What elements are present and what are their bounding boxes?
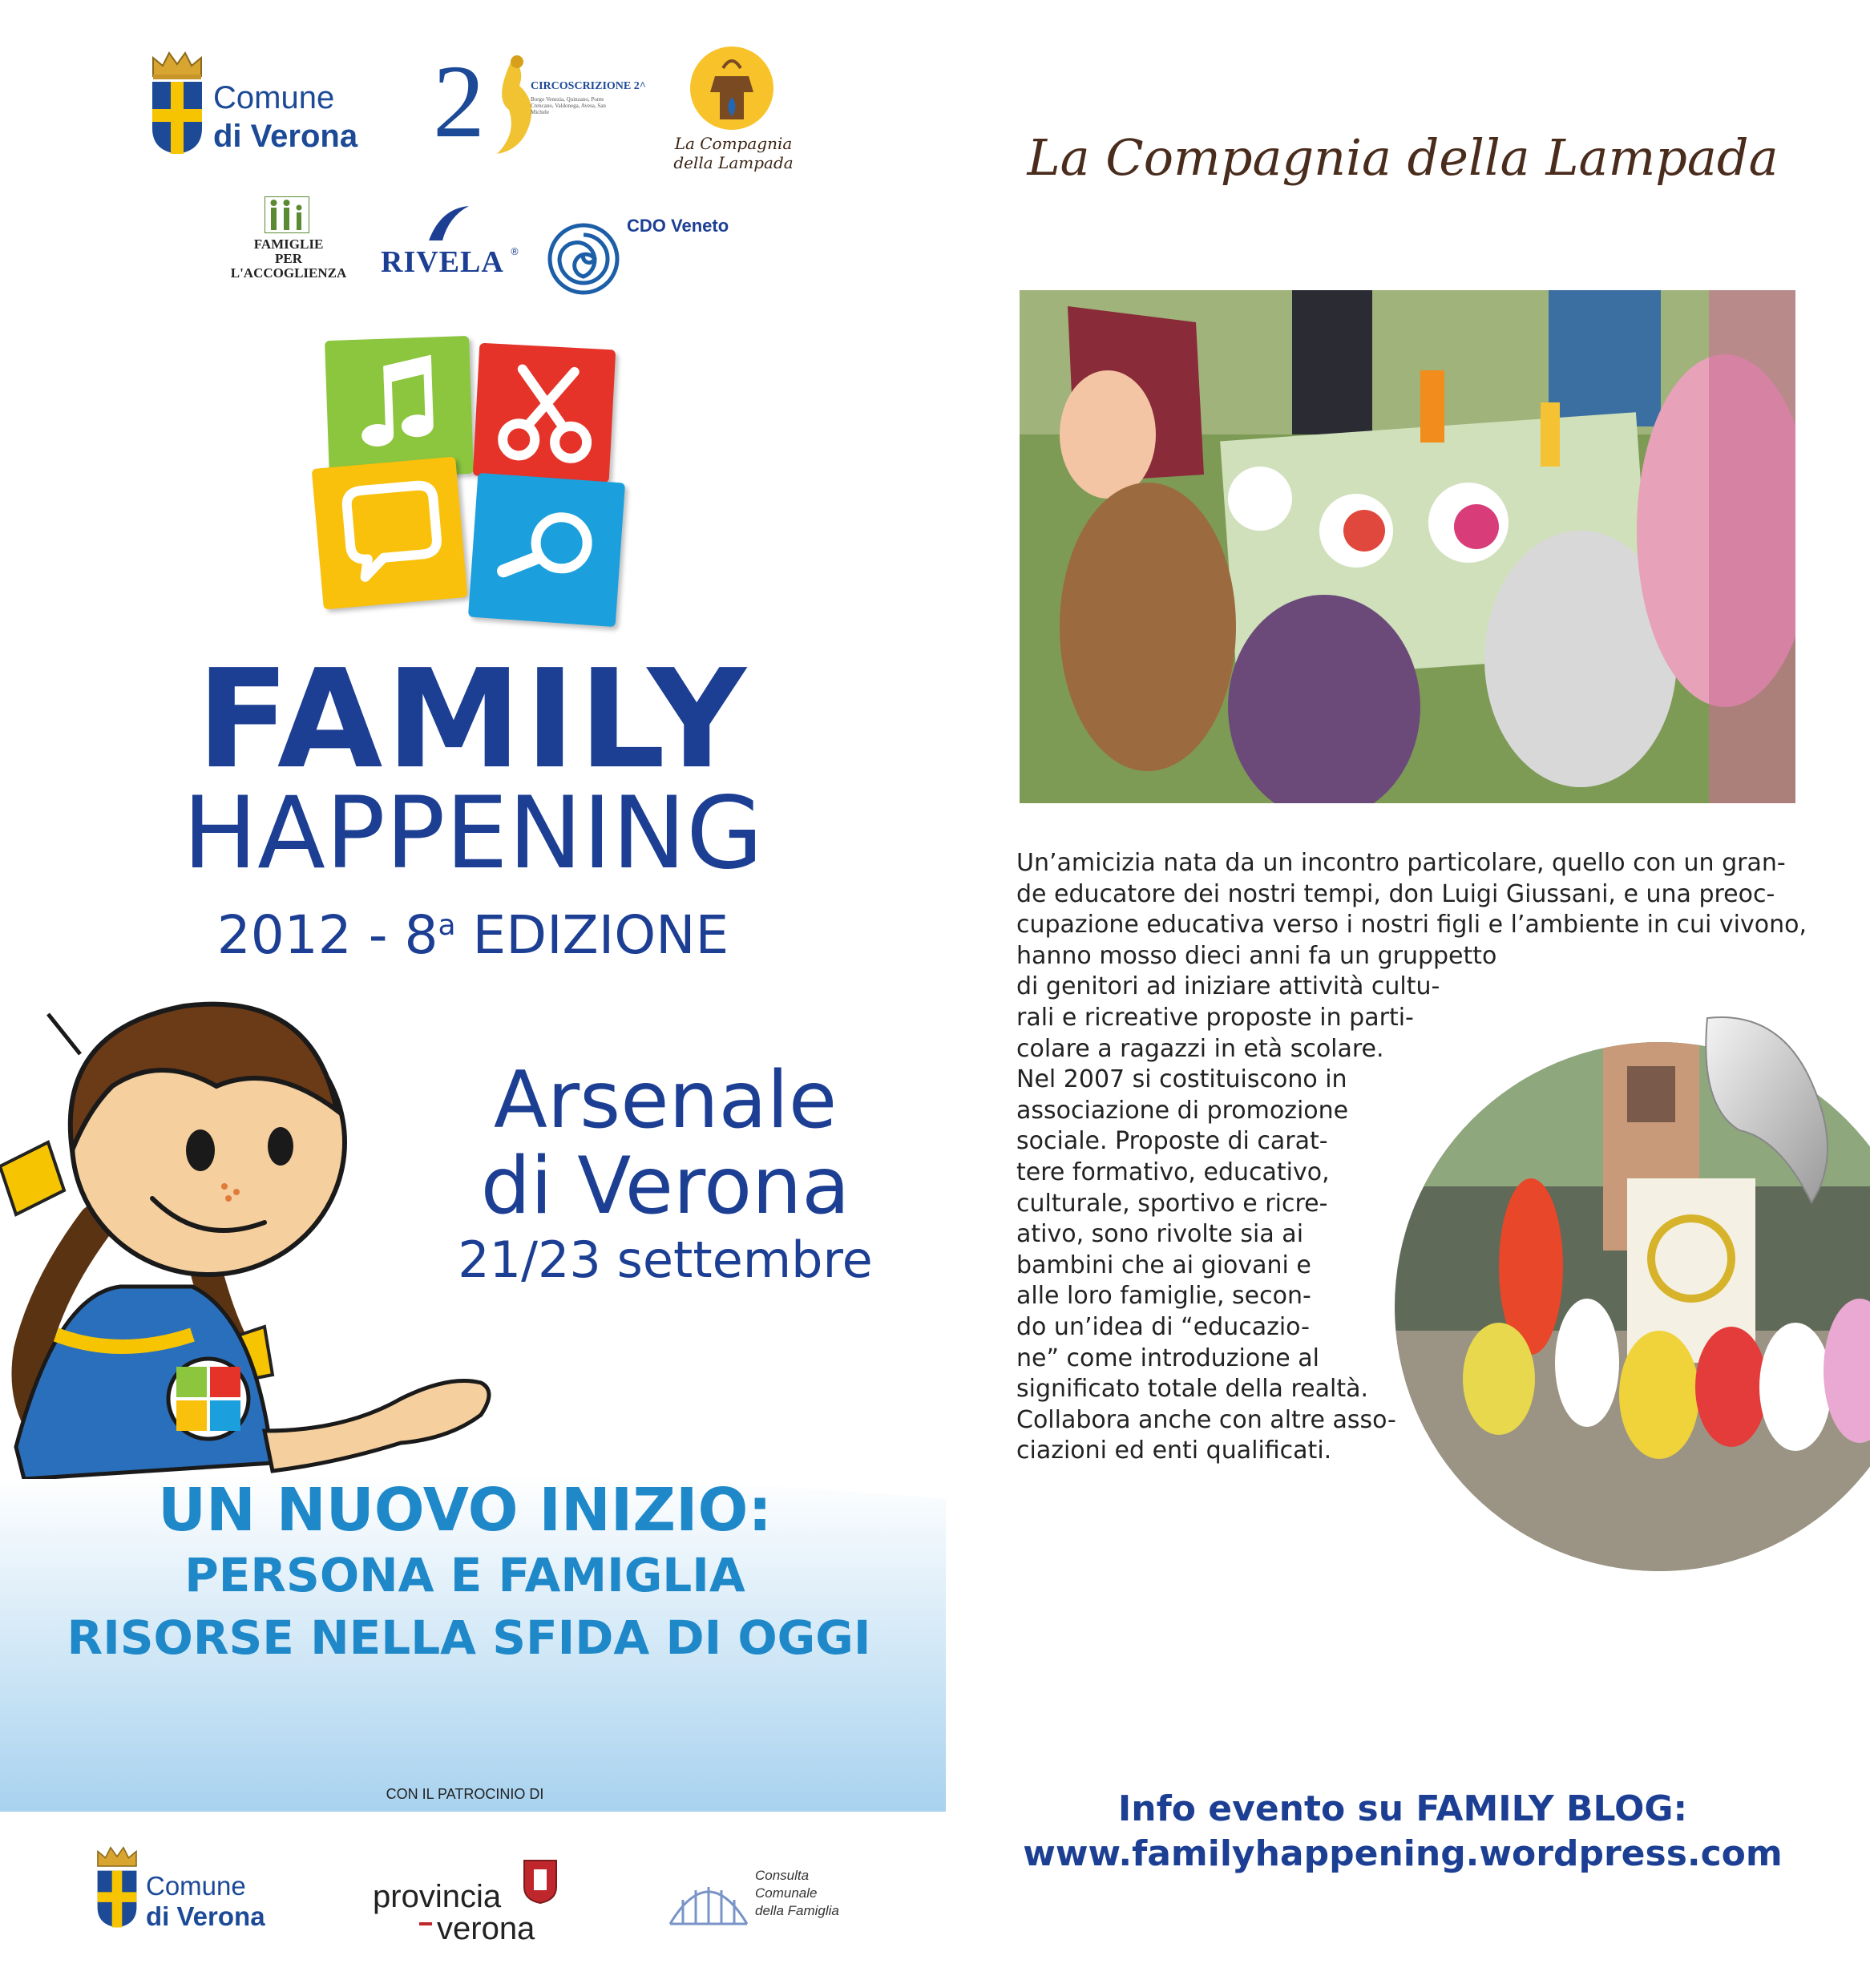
- cdo-veneto-logo: [545, 212, 745, 293]
- compagnia-lampada-logo: [665, 44, 802, 172]
- description-line: tere formativo, educativo,: [1016, 1158, 1330, 1186]
- consulta-line2: Comunale: [755, 1885, 818, 1901]
- provincia-line1: provincia: [373, 1879, 502, 1914]
- children-crafts-photo: [1020, 290, 1795, 803]
- famiglie-logo-line2: PER: [275, 251, 302, 266]
- event-title-family: FAMILY: [196, 640, 749, 799]
- edition-superscript: a: [438, 909, 456, 942]
- crown-icon: [95, 1844, 139, 1869]
- event-edition: [160, 894, 786, 968]
- famiglie-logo-line1: FAMIGLIE: [253, 236, 324, 252]
- description-line: Collabora anche con altre asso-: [1016, 1405, 1396, 1434]
- provincia-red-mark: [419, 1922, 432, 1925]
- info-line1: Info evento su FAMILY BLOG:: [1117, 1788, 1688, 1829]
- coat-of-arms-icon: [96, 1869, 138, 1929]
- rivela-logo: [377, 204, 521, 285]
- circoscrizione-label: CIRCOSCRIZIONE 2^: [531, 80, 646, 92]
- comune-verona-logo: [149, 48, 390, 160]
- patronage-comune-logo: [95, 1844, 303, 1948]
- compagnia-logo-line1: La Compagnia: [674, 134, 793, 153]
- description-line: Nel 2007 si costituiscono in: [1016, 1065, 1347, 1094]
- slogan-line2: PERSONA E FAMIGLIA: [184, 1548, 745, 1602]
- description-line: bambini che ai giovani e: [1016, 1251, 1311, 1279]
- circoscrizione-sublabel: Borgo Venezia, Quinzano, Ponte Crencano, Valdonega, Avesa, San Michele: [531, 96, 606, 115]
- description-line: ativo, sono rivolte sia ai: [1016, 1220, 1304, 1249]
- scissors-tile: [473, 343, 616, 483]
- arena-icon: [665, 1868, 752, 1932]
- crown-icon: [149, 48, 205, 80]
- consulta-line3: della Famiglia: [755, 1903, 839, 1918]
- magnifier-icon: [468, 473, 625, 627]
- speech-bubble-icon: [312, 456, 468, 609]
- families-icon: [265, 196, 309, 233]
- description-line: rali e ricreative proposte in parti-: [1016, 1003, 1414, 1032]
- description-line: sociale. Proposte di carat-: [1016, 1127, 1328, 1156]
- speech-tile: [312, 456, 468, 609]
- cdo-text: CDO Veneto: [627, 216, 729, 236]
- edition-word: EDIZIONE: [472, 904, 729, 966]
- description-line: associazione di promozione: [1016, 1096, 1349, 1125]
- magnifier-tile: [468, 473, 625, 627]
- event-dates: 21/23 settembre: [458, 1230, 873, 1289]
- comune-logo-line1: Comune: [213, 80, 335, 115]
- right-heading: La Compagnia della Lampada: [1027, 128, 1779, 187]
- rivela-registered-mark: ®: [510, 246, 519, 257]
- venue-line1: Arsenale: [493, 1055, 838, 1146]
- description-line: cupazione educativa verso i nostri figli e l’ambiente in cui vivono,: [1016, 911, 1807, 939]
- coat-of-arms-icon: [151, 80, 204, 156]
- provincia-verona-logo: [373, 1858, 573, 1946]
- circoscrizione-logo: [433, 44, 646, 162]
- description-line: do un’idea di “educazio-: [1016, 1312, 1310, 1341]
- consulta-line1: Consulta: [755, 1868, 810, 1883]
- photo-placeholder-graphic: [1020, 290, 1795, 803]
- spiral-icon: [545, 220, 622, 297]
- description-line: ne” come introduzione al: [1016, 1344, 1319, 1372]
- event-title-happening: HAPPENING: [182, 776, 764, 891]
- patronage-comune-line2: di Verona: [146, 1901, 265, 1931]
- description-line: alle loro famiglie, secon-: [1016, 1282, 1311, 1311]
- rivela-text: RIVELA: [381, 245, 504, 279]
- provincia-line2: verona: [437, 1911, 535, 1946]
- patronage-label: CON IL PATROCINIO DI: [386, 1786, 544, 1802]
- comune-logo-line2: di Verona: [213, 119, 358, 154]
- circoscrizione-numeral: 2: [433, 44, 485, 160]
- group-photo-circle: [1363, 994, 1870, 1571]
- description-line: ciazioni ed enti qualificati.: [1016, 1436, 1332, 1465]
- lamp-icon: [683, 44, 781, 132]
- famiglie-accoglienza-logo: [212, 196, 365, 285]
- swoosh-icon: [425, 204, 473, 244]
- slogan-line3: RISORSE NELLA SFIDA DI OGGI: [67, 1610, 871, 1665]
- scissors-icon: [473, 343, 616, 483]
- description-line: significato totale della realtà.: [1016, 1375, 1368, 1404]
- info-blog-link[interactable]: www.familyhappening.wordpress.com: [1023, 1833, 1783, 1874]
- slogan-line1: UN NUOVO INIZIO:: [157, 1476, 773, 1545]
- description-line: Un’amicizia nata da un incontro particolare, quello con un gran-: [1016, 849, 1786, 877]
- edition-year: 2012 - 8: [216, 904, 438, 966]
- description-line: di genitori ad iniziare attività cultu-: [1016, 972, 1440, 1001]
- provincia-shield-icon: [522, 1858, 559, 1905]
- famiglie-logo-line3: L'ACCOGLIENZA: [230, 265, 347, 281]
- venue-line2: di Verona: [480, 1141, 850, 1232]
- compagnia-logo-line2: della Lampada: [673, 153, 794, 172]
- description-line: colare a ragazzi in età scolare.: [1016, 1034, 1384, 1063]
- patronage-comune-line1: Comune: [146, 1871, 246, 1901]
- description-line: culturale, sportivo e ricre-: [1016, 1189, 1328, 1218]
- description-line: de educatore dei nostri tempi, don Luigi Giussani, e una preoc-: [1016, 879, 1775, 908]
- consulta-logo: [665, 1868, 874, 1956]
- description-line: hanno mosso dieci anni fa un gruppetto: [1016, 941, 1497, 970]
